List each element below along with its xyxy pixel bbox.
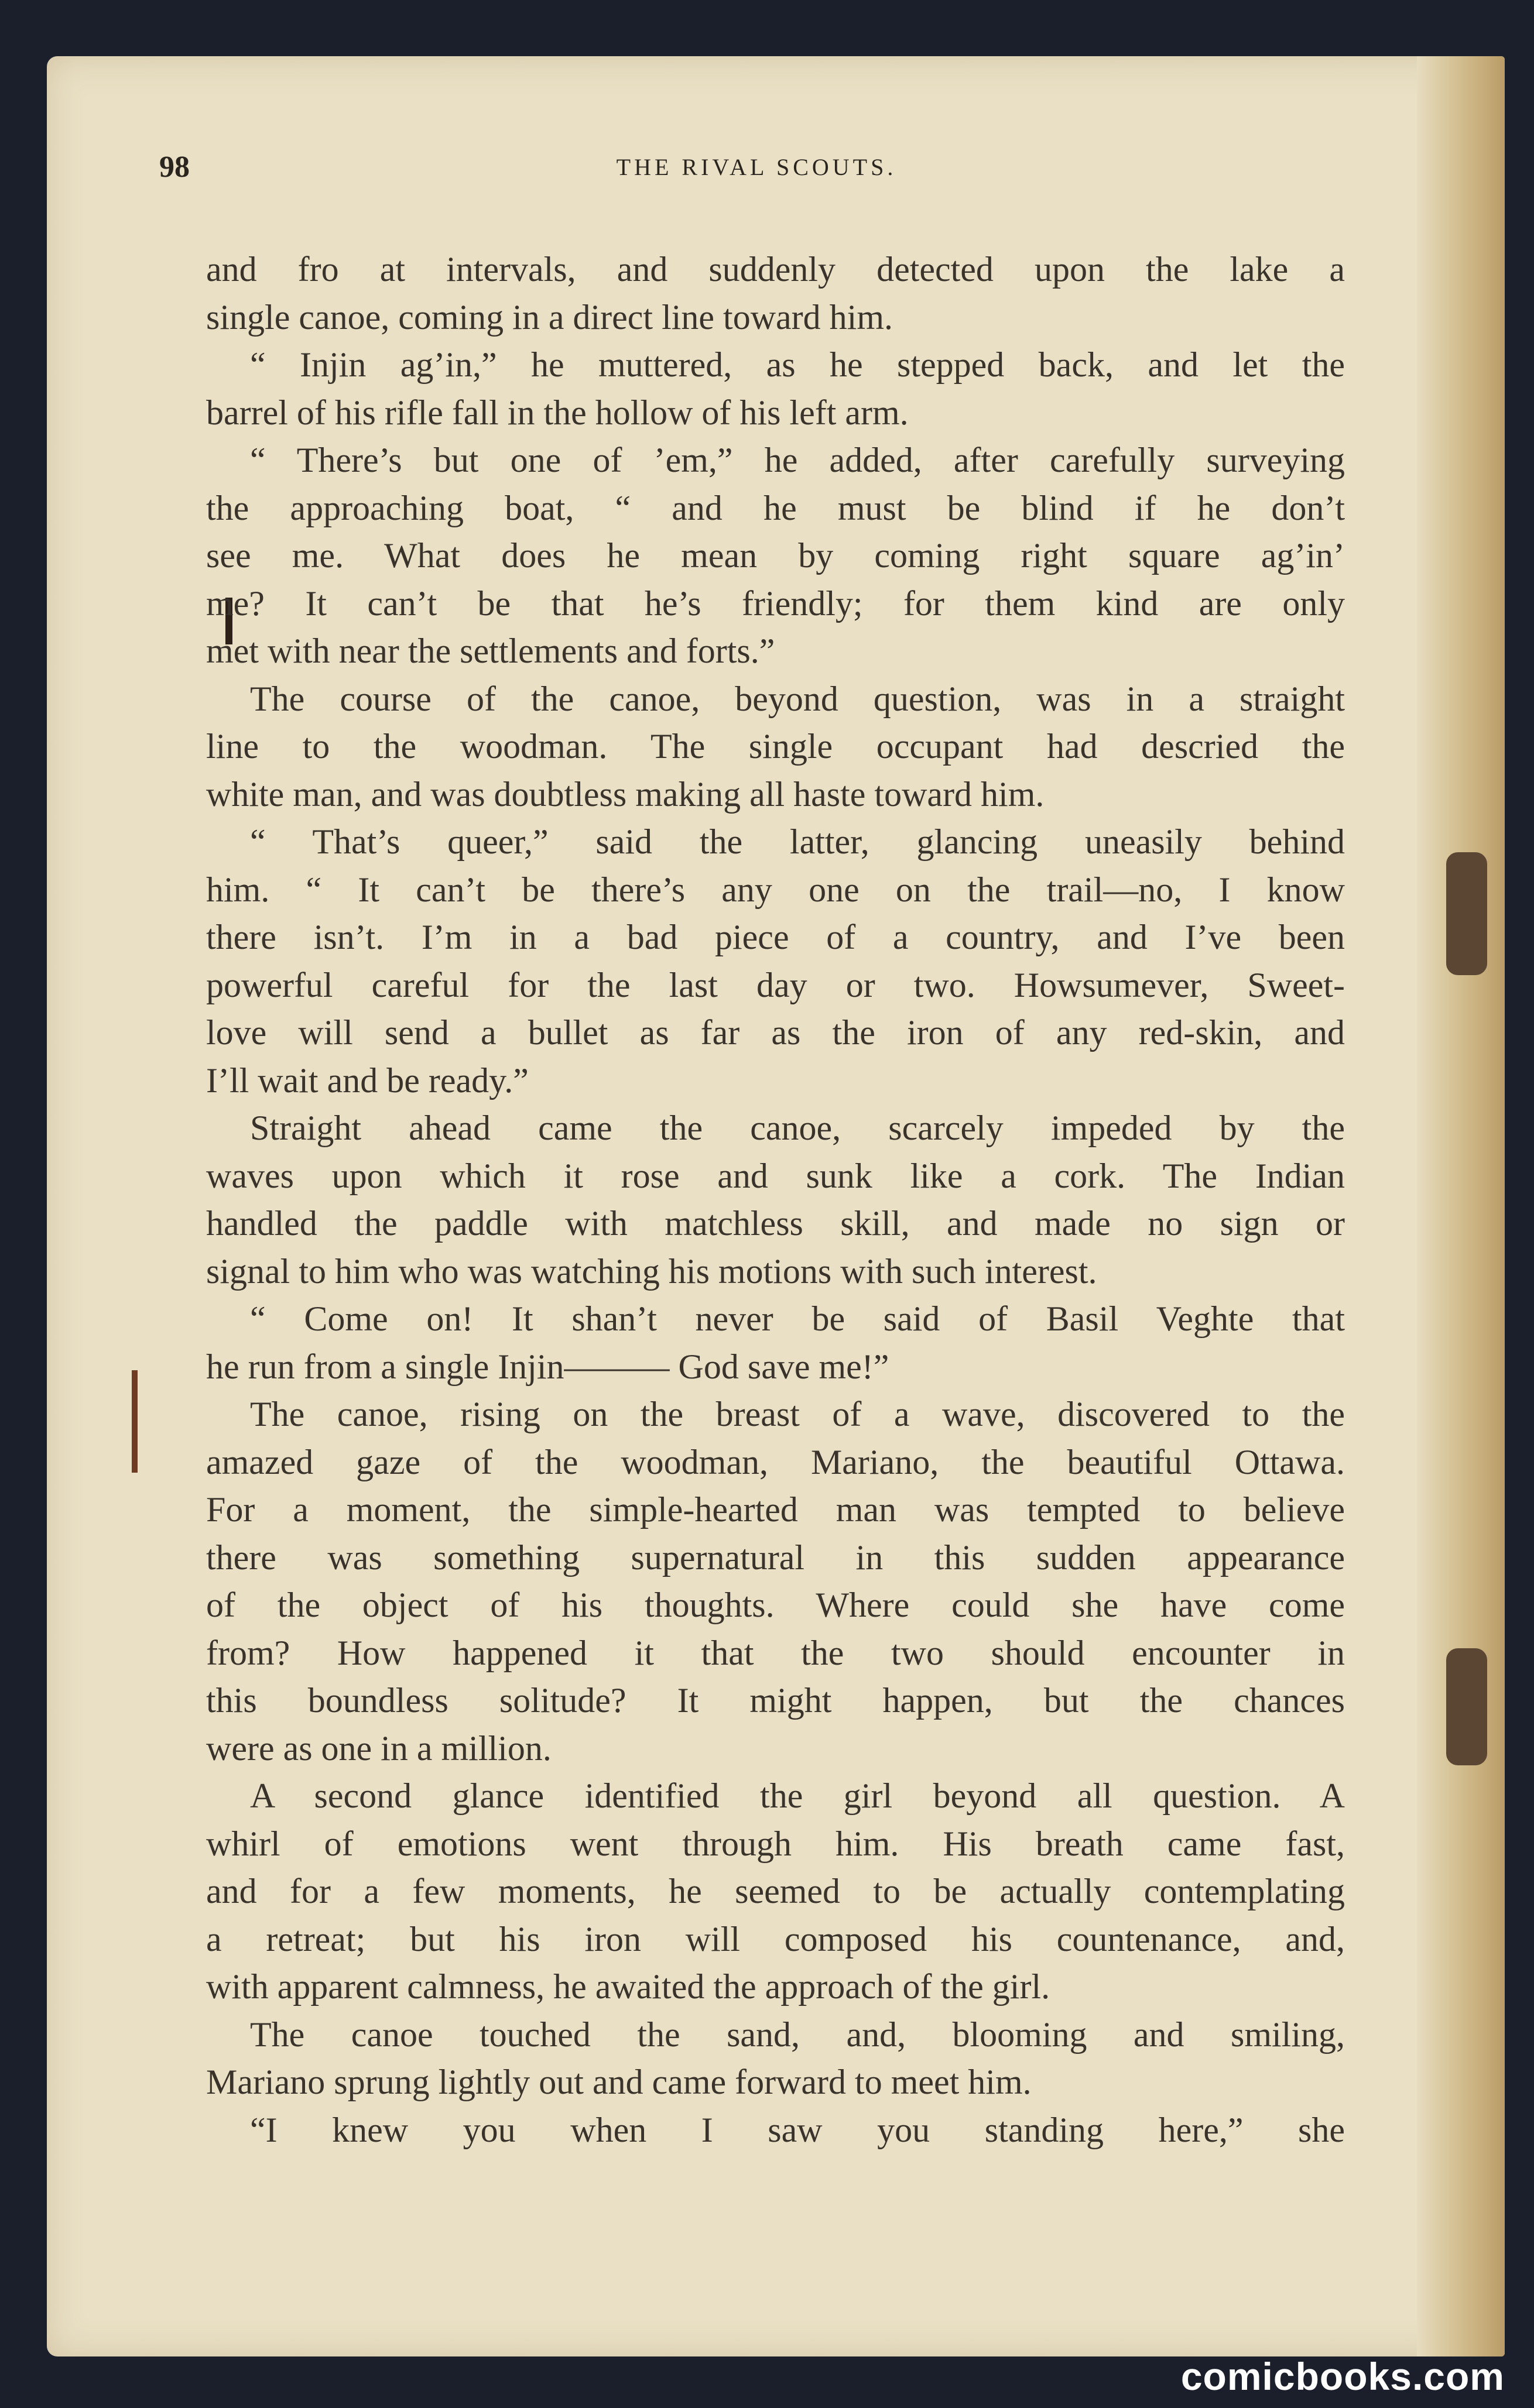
running-head [159, 150, 1354, 197]
body-text [206, 246, 1345, 2154]
text-line: him. “ It can’t be there’s any one on the trail—no, I know [206, 870, 1345, 909]
text-line: Straight ahead came the canoe, scarcely impeded by the [250, 1109, 1345, 1147]
text-line: The course of the canoe, beyond question, was in a straight [250, 679, 1345, 718]
text-line: “ That’s queer,” said the latter, glancing uneasily behind [250, 822, 1345, 861]
text-line: see me. What does he mean by coming right square ag’in’ [206, 536, 1345, 575]
text-line: he run from a single Injin——— God save me!” [206, 1347, 889, 1386]
text-line: single canoe, coming in a direct line toward him. [206, 297, 893, 337]
text-line: “ There’s but one of ’em,” he added, after carefully surveying [250, 441, 1345, 479]
text-line: “I knew you when I saw you standing here,” she [250, 2110, 1345, 2149]
text-line: amazed gaze of the woodman, Mariano, the beautiful Ottawa. [206, 1442, 1345, 1481]
text-line: from? How happened it that the two should encounter in [206, 1633, 1345, 1672]
text-line: there was something supernatural in this sudden appearance [206, 1538, 1345, 1577]
text-line: “ Come on! It shan’t never be said of Basil Veghte that [250, 1299, 1345, 1338]
text-line: “ Injin ag’in,” he muttered, as he stepped back, and let the [250, 345, 1345, 384]
text-line: I’ll wait and be ready.” [206, 1061, 529, 1100]
text-line: powerful careful for the last day or two. Howsumever, Sweet- [206, 965, 1345, 1004]
text-line: love will send a bullet as far as the iron of any red-skin, and [206, 1013, 1345, 1052]
page-gutter [1417, 56, 1505, 2356]
text-line: a retreat; but his iron will composed his countenance, and, [206, 1919, 1345, 1958]
text-line: handled the paddle with matchless skill, and made no sign or [206, 1204, 1345, 1243]
text-line: whirl of emotions went through him. His breath came fast, [206, 1824, 1345, 1863]
text-line: barrel of his rifle fall in the hollow of his left arm. [206, 393, 909, 432]
running-title: THE RIVAL SCOUTS. [616, 154, 897, 180]
text-line: met with near the settlements and forts.” [206, 632, 775, 670]
text-line: The canoe touched the sand, and, blooming and smiling, [250, 2015, 1345, 2054]
binding-stitch [1446, 852, 1487, 975]
site-watermark: comicbooks.com [1180, 2355, 1505, 2398]
text-line: and fro at intervals, and suddenly detected upon the lake a [206, 250, 1345, 289]
binding-stitch [1446, 1648, 1487, 1765]
text-line: the approaching boat, “ and he must be blind if he don’t [206, 488, 1345, 527]
text-line: with apparent calmness, he awaited the approach of the girl. [206, 1967, 1050, 2006]
ink-mark [132, 1370, 138, 1473]
page-number: 98 [159, 150, 190, 184]
text-line: there isn’t. I’m in a bad piece of a country, and I’ve been [206, 918, 1345, 956]
text-line: line to the woodman. The single occupant had descried the [206, 727, 1345, 766]
text-line: The canoe, rising on the breast of a wave, discovered to the [250, 1395, 1345, 1433]
text-line: A second glance identified the girl beyond all question. A [250, 1776, 1345, 1815]
text-line: me? It can’t be that he’s friendly; for them kind are only [206, 584, 1345, 623]
text-line: For a moment, the simple-hearted man was tempted to believe [206, 1490, 1345, 1529]
text-line: Mariano sprung lightly out and came forward to meet him. [206, 2063, 1032, 2101]
text-line: of the object of his thoughts. Where could she have come [206, 1586, 1345, 1624]
text-line: waves upon which it rose and sunk like a cork. The Indian [206, 1156, 1345, 1195]
text-line: this boundless solitude? It might happen, but the chances [206, 1681, 1345, 1720]
text-line: and for a few moments, he seemed to be actually contemplating [206, 1872, 1345, 1910]
text-line: signal to him who was watching his motions with such interest. [206, 1251, 1097, 1291]
text-line: were as one in a million. [206, 1728, 552, 1768]
text-line: white man, and was doubtless making all haste toward him. [206, 774, 1045, 814]
